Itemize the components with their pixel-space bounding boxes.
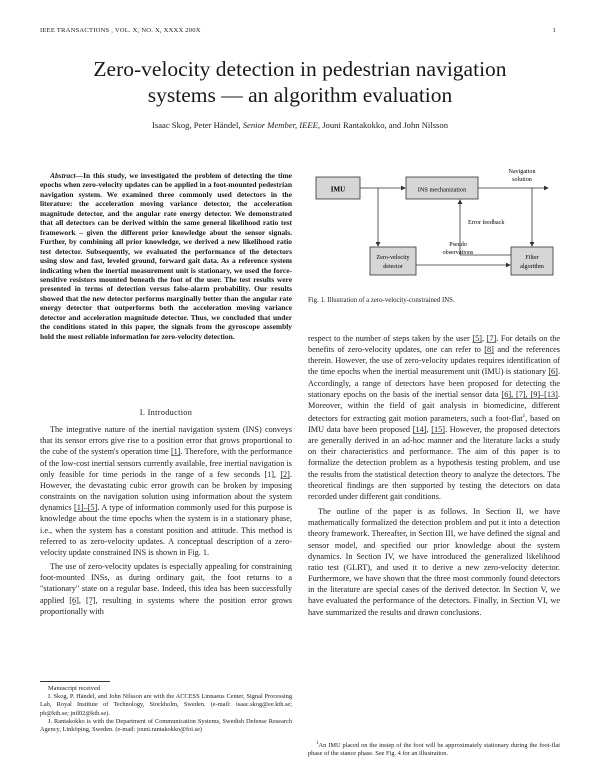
introduction-section xyxy=(40,407,292,617)
error-feedback-label: Error feedback xyxy=(468,220,505,226)
citation-link[interactable]: [15] xyxy=(431,425,446,434)
intro-paragraph-1 xyxy=(40,424,292,558)
right-p1-text-c: and the references therein. However, the use of zero-velocity updates requires identification of the time epochs when the inertial measurement unit (IMU) is stationary xyxy=(308,345,560,377)
right-paragraph-2: The outline of the paper is as follows. In Section II, we have mathematically formalized the detection problem and put it into a detection theory framework. Thereafter, in Section III, we have defined the signal and sensor model, and specified our prior knowledge about the system dynamics. In Section IV, we have introduced the generalized likelihood ratio test (GLRT), and used it to derive a new zero-velocity detector. Furthermore, we have shown that the three most commonly found detectors in the literature are special cases of the derived detector. In Section V, we have evaluated the performance of the detectors. Finally, in Section VI, we have summarized the results and drawn conclusions. xyxy=(308,507,560,617)
author-names-rest: , Jouni Rantakokko, and John Nilsson xyxy=(317,120,448,130)
intro-p1-text-d: . A type of information commonly used for this purpose is knowledge about the time epochs when the system is in a stationary phase, i.e., when the system has a constant position and attitude. This method is referred to as zero-velocity updates. A conceptual description of a zero-velocity update constrained INS is shown in Fig. 1. xyxy=(40,503,292,557)
citation-link[interactable]: [7] xyxy=(85,595,96,605)
right-p1-text-a: respect to the number of steps taken by the user xyxy=(308,334,473,343)
zero-velocity-detector-block xyxy=(370,247,416,275)
error-feedback-arrow xyxy=(460,200,511,255)
intro-p1-text-c: . However, the devastating cubic error growth can be broken by imposing constraints on the navigation solution using information about the system dynamics xyxy=(40,469,292,513)
abstract xyxy=(40,171,292,341)
citation-link[interactable]: [6] xyxy=(69,595,79,605)
citation-link[interactable]: [5] xyxy=(472,334,482,343)
filter-label-1: Filter xyxy=(525,255,539,261)
pseudo-label-2: observations xyxy=(442,250,474,256)
right-p1-text-f: , based on IMU data have been proposed xyxy=(308,413,560,434)
intro-p1-text-a: The integrative nature of the inertial navigation system (INS) conveys that its sensor errors give rise to a position error that grows proportional to the cube of the system's operation time xyxy=(40,425,292,457)
filter-algorithm-block xyxy=(511,247,553,275)
paper-title xyxy=(40,56,560,108)
citation-link[interactable]: [1]–[5] xyxy=(74,503,98,513)
right-footnote xyxy=(308,740,560,759)
citation-link[interactable]: [6] xyxy=(548,367,558,377)
footnote-1 xyxy=(308,740,560,759)
navigation-label-1: Navigation xyxy=(508,169,536,175)
title-line-1: Zero-velocity detection in pedestrian navigation xyxy=(93,57,507,81)
citation-link[interactable]: [6], [7], [9]–[13] xyxy=(501,389,558,399)
right-column xyxy=(308,333,560,618)
citation-link[interactable]: [2] xyxy=(280,469,290,479)
manuscript-received: Manuscript received xyxy=(48,685,100,692)
right-paragraph-1 xyxy=(308,333,560,502)
author-membership: Senior Member, IEEE xyxy=(242,120,318,130)
zero-velocity-ins-diagram xyxy=(308,165,560,293)
right-p1-text-e: . Moreover, within the field of gait analysis in biomedicine, different detectors for extracting gait motion parameters, such a foot-flat xyxy=(308,389,560,423)
figure-1 xyxy=(308,165,560,293)
author-list xyxy=(40,120,560,130)
section-heading: I. Introduction xyxy=(139,408,193,417)
affiliation-footnote-1: I. Skog, P. Händel, and John Nilsson are with the ACCESS Linnaeus Center, Signal Processing Lab, Royal Institute of Technology, Stockholm, Sweden. (e-mail: isaac.skog@ee.kth.se; ph@kth.se; jnil02@kth.se). xyxy=(40,693,292,717)
ins-mechanization-label: INS mechanization xyxy=(417,186,467,194)
pseudo-label-1: Pseudo xyxy=(449,242,467,248)
title-line-2: systems — an algorithm evaluation xyxy=(147,83,453,107)
right-p1-text-g: . However, the proposed detectors are generally derived in an ad-hoc manner and the literature lacks a study on their characteristics and performance. The aim of this paper is to formalize the detection problem as a hypothesis testing problem, and use the results from the statistical detection theory to analyze the detectors. The theoretical findings are then supported by testing the detectors on data recorded under different gait conditions. xyxy=(308,425,560,501)
affiliation-footnote-2: J. Rantakokko is with the Department of Communication Systems, Swedish Defense Research Agency, Linköping, Sweden. (e-mail: jouni.rantakokko@foi.se) xyxy=(40,717,292,734)
intro-p1-text-b: . Therefore, with the performance of the low-cost inertial sensors currently available, free inertial navigation is only feasible for time periods in the range of a few seconds [1], xyxy=(40,447,292,479)
author-names: Isaac Skog, Peter Händel, xyxy=(152,120,241,130)
imu-label: IMU xyxy=(330,185,346,194)
zv-detector-label-1: Zero-velocity xyxy=(376,255,410,261)
footnote-marker: 1 xyxy=(522,413,526,420)
abstract-label: Abstract xyxy=(50,171,76,180)
intro-p2-sep: , xyxy=(78,595,86,605)
intro-paragraph-2 xyxy=(40,561,292,617)
intro-p2-text-a: The use of zero-velocity updates is especially appealing for constraining foot-mounted INSs, as during ordinary gait, the foot returns to a "stationary" state on a regular base. Indeed, this idea has been successfully applied xyxy=(40,562,292,605)
journal-header: IEEE TRANSACTIONS , VOL. X, NO. X, XXXX 200X xyxy=(40,27,201,34)
filter-label-2: algorithm xyxy=(520,264,544,270)
zv-detector-label-2: detector xyxy=(383,264,403,270)
citation-link[interactable]: [1] xyxy=(170,447,181,457)
citation-link[interactable]: [14] xyxy=(412,425,427,434)
right-p1-text-b: . For details on the benefits of zero-velocity updates, one can refer to xyxy=(308,334,561,355)
footnote-1-marker: 1 xyxy=(316,741,319,746)
right-p1-sep: , xyxy=(481,334,487,343)
abstract-text: —In this study, we investigated the problem of detecting the time epochs when zero-velocity updates can be applied in a foot-mounted pedestrian navigation system. We examined three commonly used detectors in the literature: the acceleration moving variance detector, the acceleration magnitude detector, and the angular rate energy detector. We demonstrated that all detectors can be derived within the same general likelihood ratio test framework – given the different prior knowledge about the sensor signals. Further, by combining all prior knowledge, we derived a new likelihood ratio test detector. Subsequently, we evaluated the performance of the detectors using slow and fast, leveled ground, forward gait data. As a reference system indicating when the inertial measurement unit is stationary, we used the force-sensitive resistors mounted beneath the foot of the user. The test results were presented in terms of detection versus false-alarm probability. Our results showed that the new detector performs marginally better than the angular rate energy detector that outperforms both the acceleration moving variance detector and acceleration magnitude detector. Thus, we concluded that under the conditions stated in this paper, the signals from the gyroscope assembly hold the most reliable information for zero-velocity detection. xyxy=(40,171,292,341)
citation-link[interactable]: [8] xyxy=(484,345,494,355)
right-p1-sep: , xyxy=(426,425,432,434)
citation-link[interactable]: [7] xyxy=(486,334,497,343)
left-column xyxy=(40,171,292,341)
navigation-label-2: solution xyxy=(512,177,532,183)
figure-1-caption: Fig. 1. Illustration of a zero-velocity-constrained INS. xyxy=(308,297,455,304)
intro-p2-text-b: , resulting in systems where the position error grows proportionally with xyxy=(40,595,292,616)
footnote-1-text: An IMU placed on the instep of the foot will be approximately stationary during the foot-flat phase of the stance phase. See Fig. 4 for an illustration. xyxy=(308,742,560,758)
left-footnotes xyxy=(40,681,292,734)
footnote-rule xyxy=(40,681,110,682)
page-number: 1 xyxy=(552,27,556,34)
right-p1-text-d: . Accordingly, a range of detectors have been proposed for detecting the stationary epochs on the basis of the inertial sensor data xyxy=(308,367,560,399)
